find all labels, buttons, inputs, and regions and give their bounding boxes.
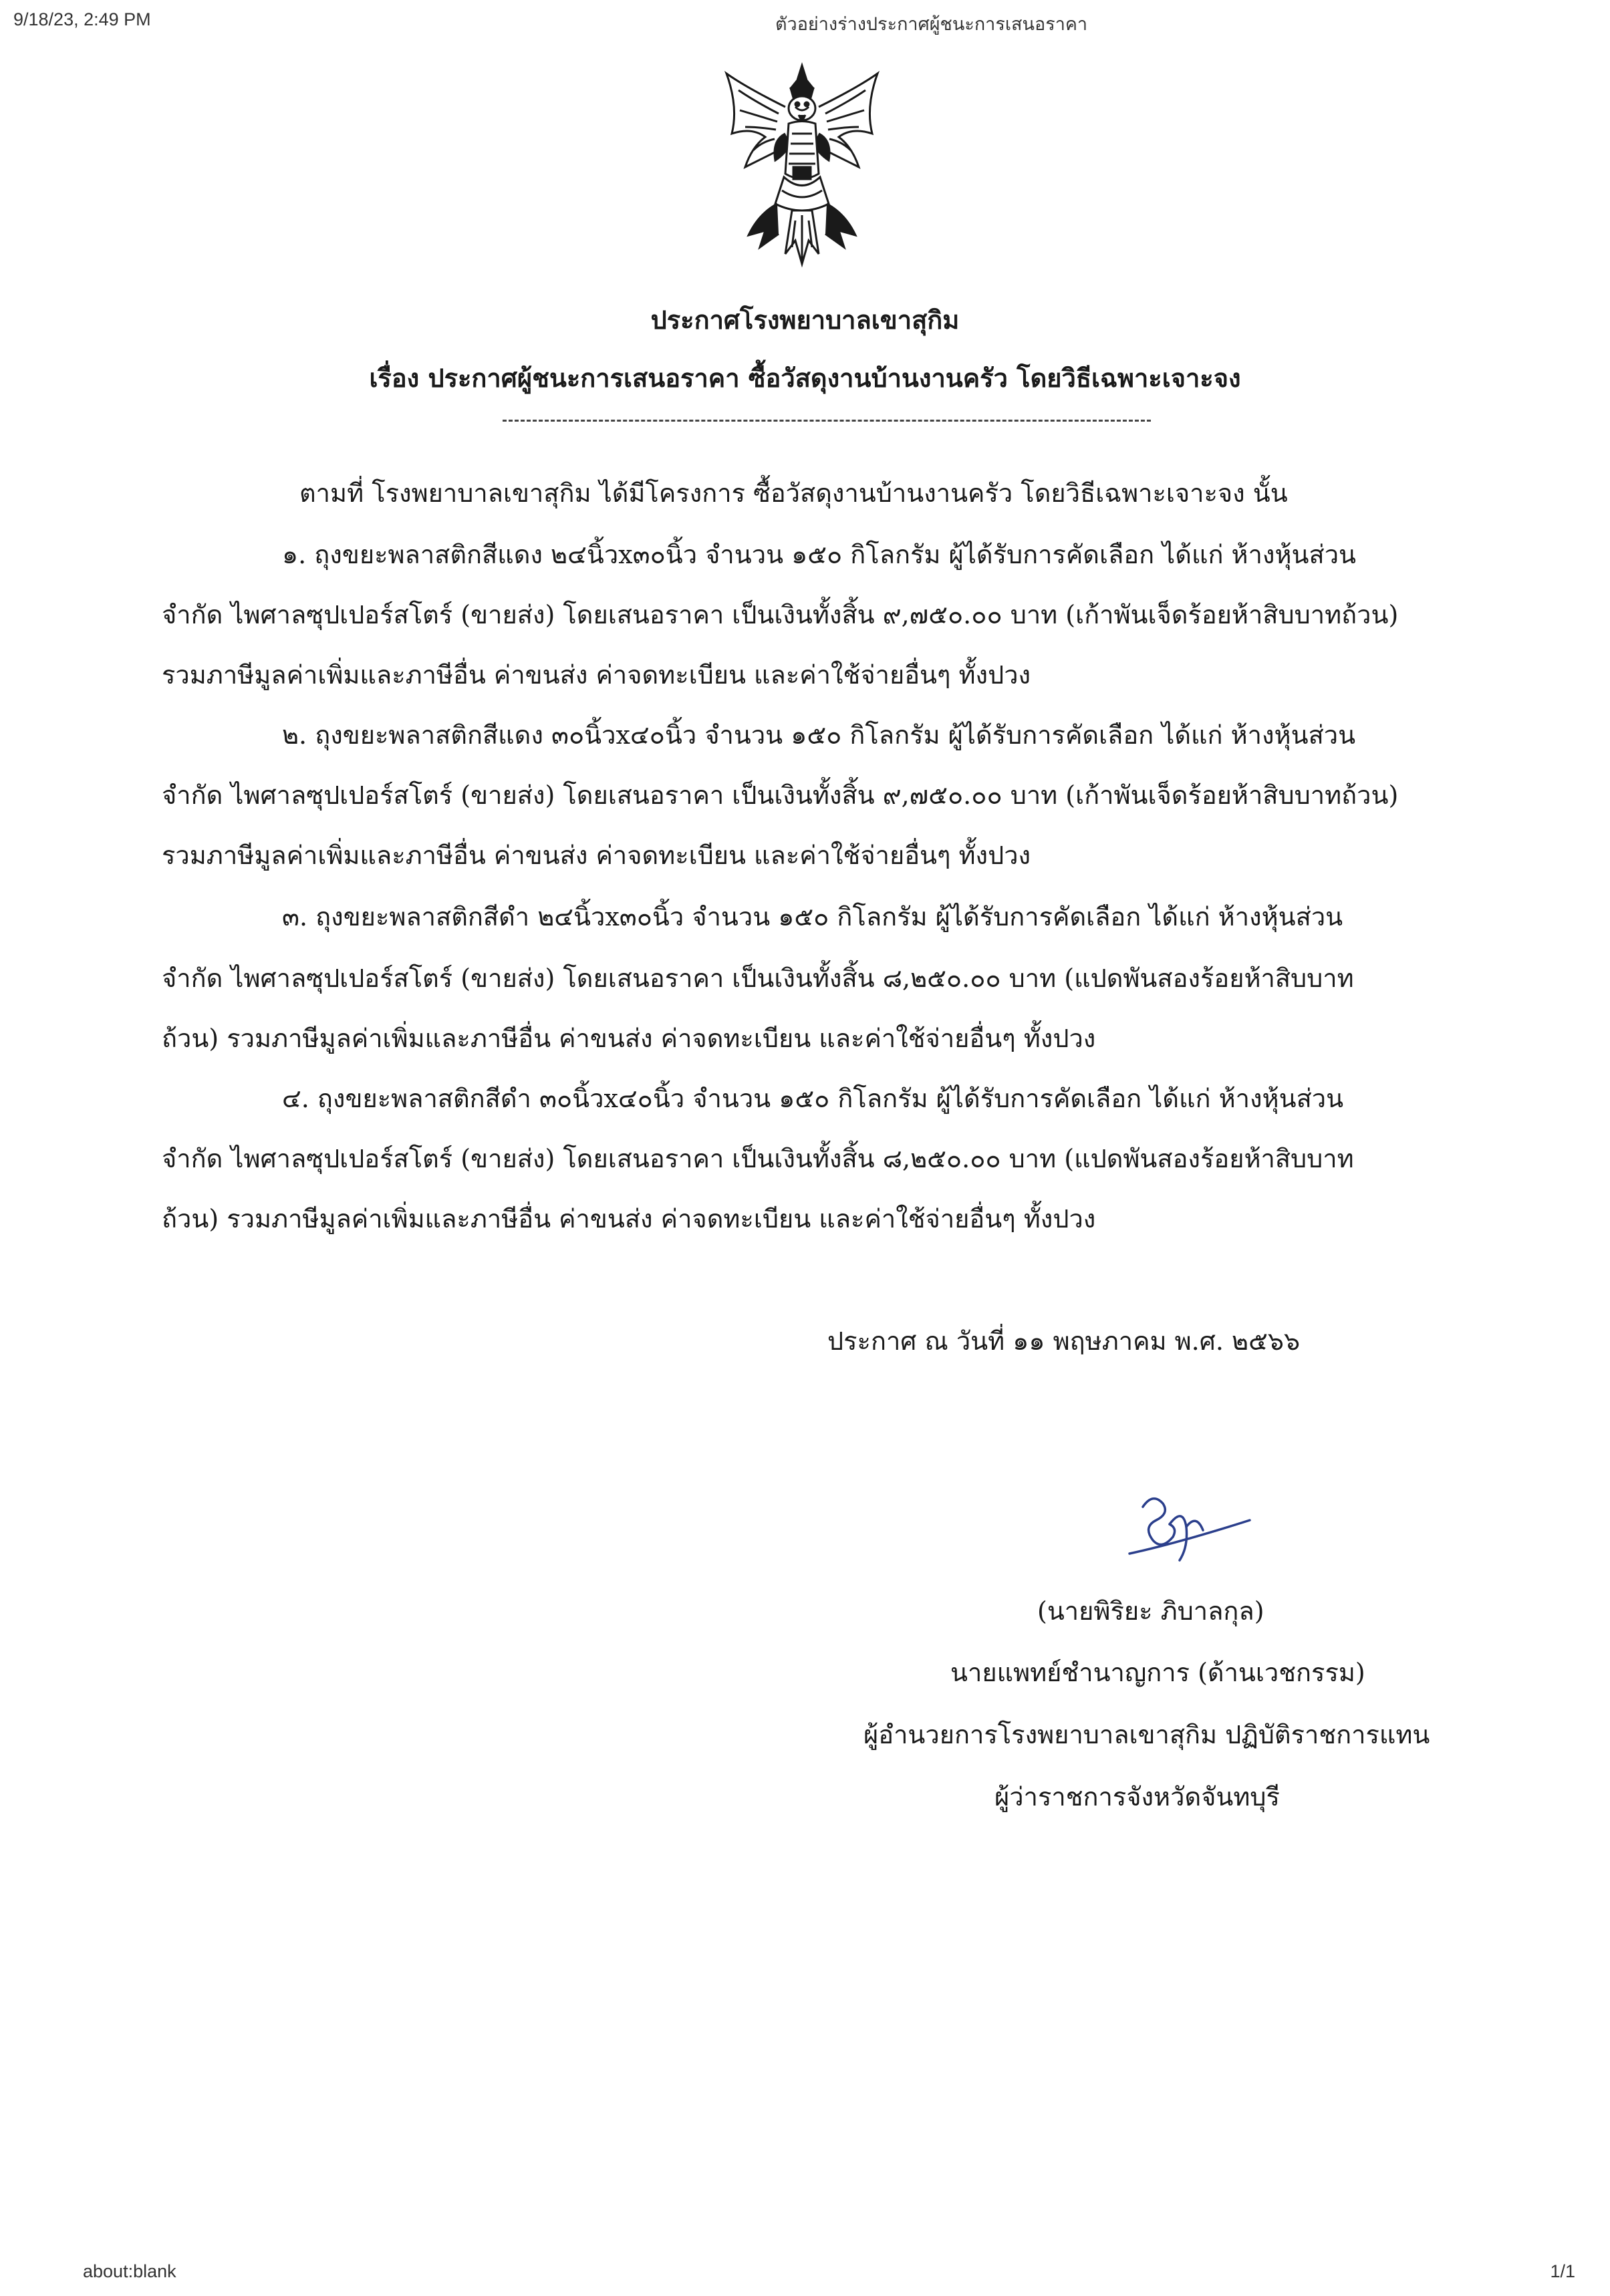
list-item-2-line-1: ๒. ถุงขยะพลาสติกสีแดง ๓๐นิ้วx๔๐นิ้ว จำนวน ๑๕๐ กิโลกรัม ผู้ได้รับการคัดเลือก ได้แก่ ห้างหุ้นส่วน bbox=[282, 720, 1356, 750]
announcement-date: ประกาศ ณ วันที่ ๑๑ พฤษภาคม พ.ศ. ๒๕๖๖ bbox=[827, 1326, 1301, 1356]
signatory-name: (นายพิริยะ ภิบาลกุล) bbox=[1037, 1596, 1264, 1626]
garuda-emblem-icon bbox=[718, 60, 886, 274]
list-item-3-line-1: ๓. ถุงขยะพลาสติกสีดำ ๒๔นิ้วx๓๐นิ้ว จำนวน ๑๕๐ กิโลกรัม ผู้ได้รับการคัดเลือก ได้แก่ ห้างหุ้นส่วน bbox=[282, 902, 1343, 931]
print-header bbox=[0, 9, 1610, 36]
signatory-position-3: ผู้ว่าราชการจังหวัดจันทบุรี bbox=[994, 1782, 1280, 1812]
list-item-3-line-3: ถ้วน) รวมภาษีมูลค่าเพิ่มและภาษีอื่น ค่าขนส่ง ค่าจดทะเบียน และค่าใช้จ่ายอื่นๆ ทั้งปวง bbox=[162, 1024, 1096, 1053]
heading-divider bbox=[503, 420, 1151, 422]
intro-paragraph: ตามที่ โรงพยาบาลเขาสุกิม ได้มีโครงการ ซื้อวัสดุงานบ้านงานครัว โดยวิธีเฉพาะเจาะจง นั้น bbox=[299, 478, 1288, 508]
print-footer bbox=[0, 2261, 1610, 2288]
signatory-position-1: นายแพทย์ชำนาญการ (ด้านเวชกรรม) bbox=[950, 1658, 1365, 1687]
signatory-position-2: ผู้อำนวยการโรงพยาบาลเขาสุกิม ปฏิบัติราชการแทน bbox=[863, 1720, 1430, 1749]
print-url: about:blank bbox=[83, 2261, 176, 2281]
list-item-3-line-2: จำกัด ไพศาลซุปเปอร์สโตร์ (ขายส่ง) โดยเสนอราคา เป็นเงินทั้งสิ้น ๘,๒๕๐.๐๐ บาท (แปดพันสองร้อยห้าสิบบาท bbox=[162, 964, 1354, 993]
list-item-1-line-3: รวมภาษีมูลค่าเพิ่มและภาษีอื่น ค่าขนส่ง ค่าจดทะเบียน และค่าใช้จ่ายอื่นๆ ทั้งปวง bbox=[162, 660, 1031, 690]
list-item-1-line-2: จำกัด ไพศาลซุปเปอร์สโตร์ (ขายส่ง) โดยเสนอราคา เป็นเงินทั้งสิ้น ๙,๗๕๐.๐๐ บาท (เก้าพันเจ็ดร้อยห้าสิบบาทถ้วน) bbox=[162, 600, 1399, 629]
print-page-title: ตัวอย่างร่างประกาศผู้ชนะการเสนอราคา bbox=[775, 14, 1088, 34]
list-item-4-line-1: ๔. ถุงขยะพลาสติกสีดำ ๓๐นิ้วx๔๐นิ้ว จำนวน ๑๕๐ กิโลกรัม ผู้ได้รับการคัดเลือก ได้แก่ ห้างหุ้นส่วน bbox=[282, 1084, 1344, 1113]
handwritten-signature bbox=[1116, 1480, 1263, 1574]
list-item-1-line-1: ๑. ถุงขยะพลาสติกสีแดง ๒๔นิ้วx๓๐นิ้ว จำนวน ๑๕๐ กิโลกรัม ผู้ได้รับการคัดเลือก ได้แก่ ห้างหุ้นส่วน bbox=[282, 540, 1357, 569]
list-item-4-line-2: จำกัด ไพศาลซุปเปอร์สโตร์ (ขายส่ง) โดยเสนอราคา เป็นเงินทั้งสิ้น ๘,๒๕๐.๐๐ บาท (แปดพันสองร้อยห้าสิบบาท bbox=[162, 1144, 1354, 1173]
print-timestamp: 9/18/23, 2:49 PM bbox=[13, 9, 151, 29]
print-page-number: 1/1 bbox=[1550, 2261, 1575, 2281]
document-subject: เรื่อง ประกาศผู้ชนะการเสนอราคา ซื้อวัสดุงานบ้านงานครัว โดยวิธีเฉพาะเจาะจง bbox=[369, 363, 1241, 393]
list-item-2-line-3: รวมภาษีมูลค่าเพิ่มและภาษีอื่น ค่าขนส่ง ค่าจดทะเบียน และค่าใช้จ่ายอื่นๆ ทั้งปวง bbox=[162, 841, 1031, 870]
list-item-2-line-2: จำกัด ไพศาลซุปเปอร์สโตร์ (ขายส่ง) โดยเสนอราคา เป็นเงินทั้งสิ้น ๙,๗๕๐.๐๐ บาท (เก้าพันเจ็ดร้อยห้าสิบบาทถ้วน) bbox=[162, 780, 1399, 810]
document-heading: ประกาศโรงพยาบาลเขาสุกิม bbox=[650, 305, 960, 335]
list-item-4-line-3: ถ้วน) รวมภาษีมูลค่าเพิ่มและภาษีอื่น ค่าขนส่ง ค่าจดทะเบียน และค่าใช้จ่ายอื่นๆ ทั้งปวง bbox=[162, 1204, 1096, 1234]
